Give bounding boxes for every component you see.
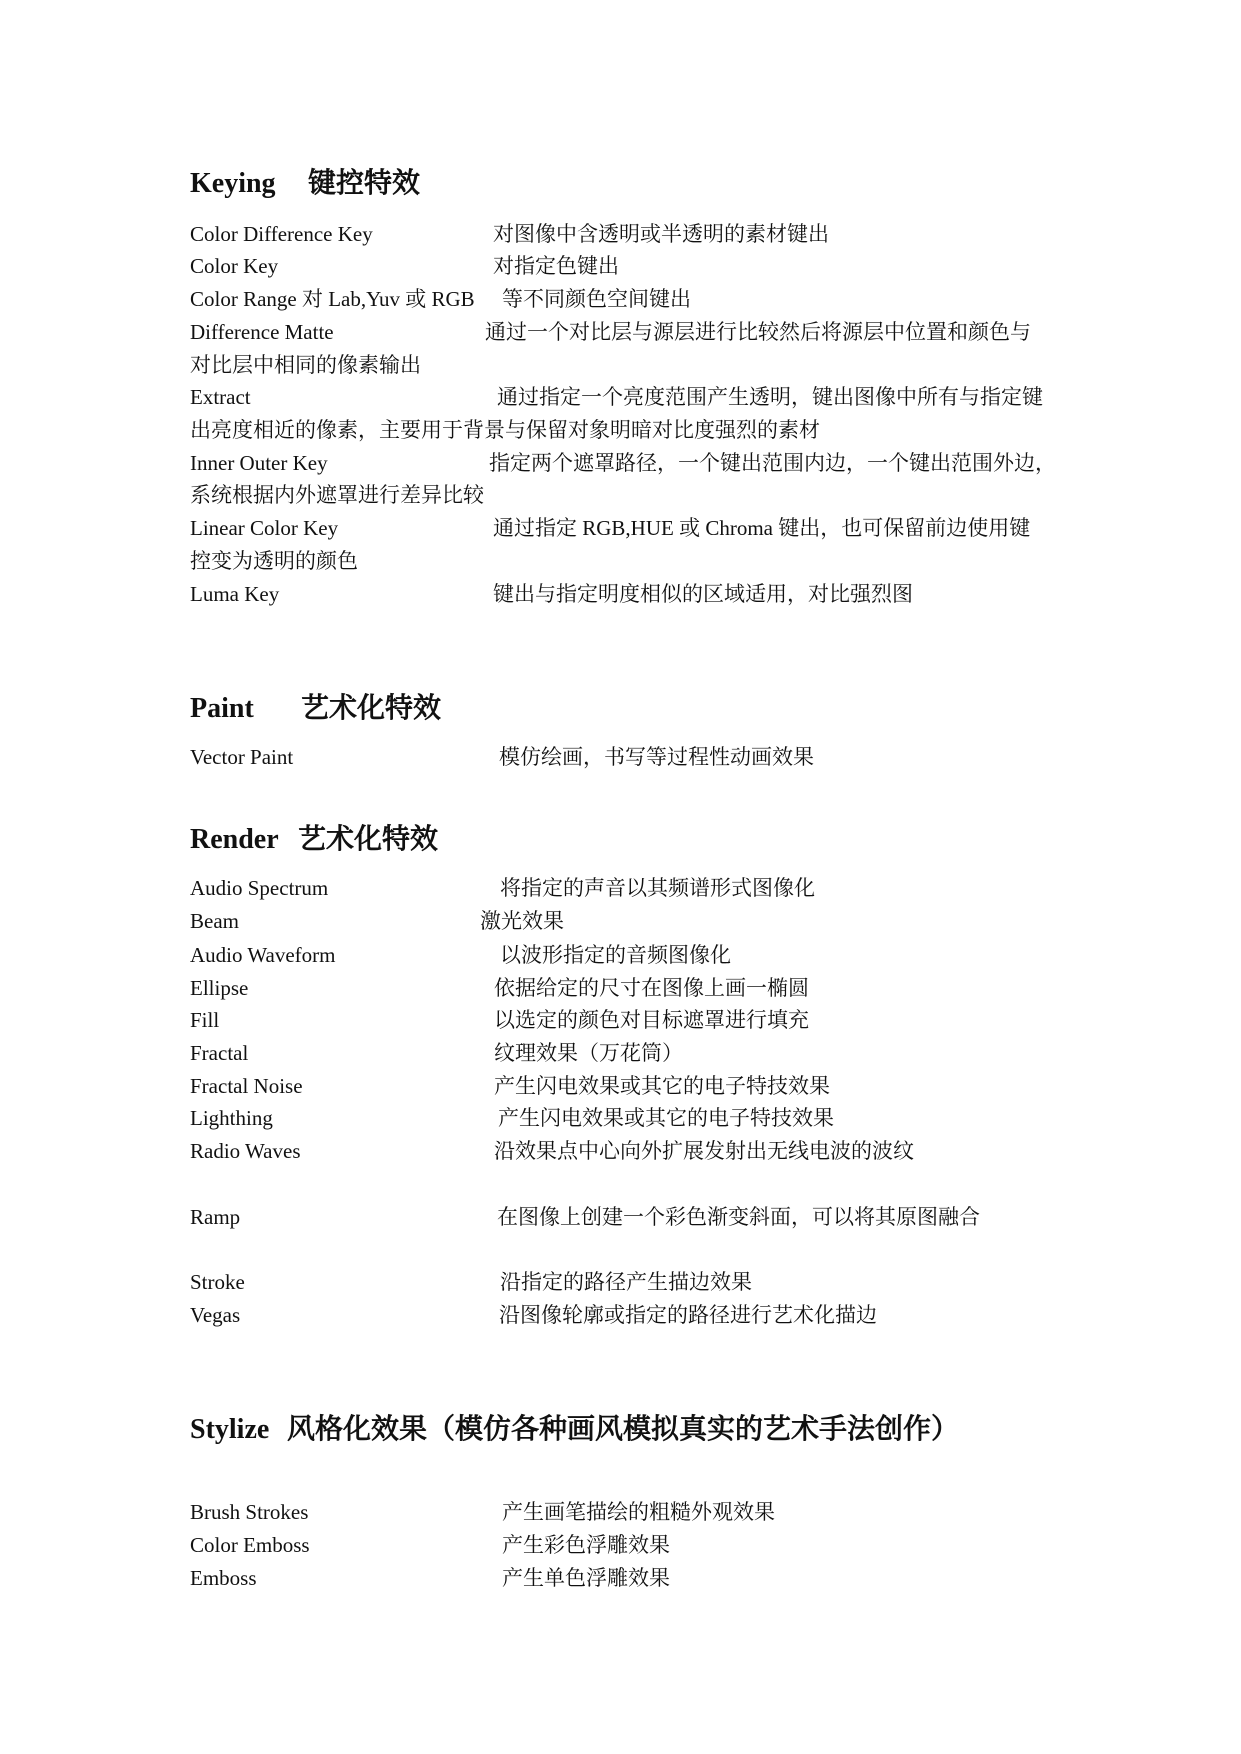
effect-description-continued-text: 系统根据内外遮罩进行差异比较 <box>190 483 484 507</box>
effect-name: Brush Strokes <box>190 1500 309 1524</box>
effect-description: 指定两个遮罩路径，一个键出范围内边，一个键出范围外边， <box>489 451 1056 475</box>
effect-name: Color Key <box>190 254 279 278</box>
effect-name: Color Emboss <box>190 1533 310 1557</box>
effect-name: Beam <box>190 909 239 933</box>
effect-description: 产生闪电效果或其它的电子特技效果 <box>494 1074 830 1098</box>
effect-description-continued <box>0 349 1241 382</box>
effect-name: Fractal <box>190 1041 249 1065</box>
effect-row <box>0 250 1241 283</box>
effect-row <box>0 218 1241 251</box>
effect-row <box>0 381 1241 414</box>
effect-row <box>0 1562 1241 1595</box>
effect-description: 沿指定的路径产生描边效果 <box>500 1270 752 1294</box>
effect-row <box>0 283 1241 316</box>
effect-description: 键出与指定明度相似的区域适用，对比强烈图 <box>493 582 913 606</box>
effect-description: 产生单色浮雕效果 <box>502 1566 670 1590</box>
effect-row <box>0 1299 1241 1332</box>
effect-row <box>0 1201 1241 1234</box>
effect-description: 对指定色键出 <box>493 254 619 278</box>
heading-chinese: 键控特效 <box>308 168 421 199</box>
effect-row <box>0 872 1241 905</box>
effect-description: 在图像上创建一个彩色渐变斜面，可以将其原图融合 <box>497 1205 980 1229</box>
effect-description-continued <box>0 414 1241 447</box>
effect-name: Lighthing <box>190 1106 273 1130</box>
effect-name: Linear Color Key <box>190 516 339 540</box>
effect-row <box>0 1102 1241 1135</box>
effect-row <box>0 316 1241 349</box>
section-heading-paint <box>0 689 1241 729</box>
effect-description-continued <box>0 545 1241 578</box>
effect-name: Audio Waveform <box>190 943 336 967</box>
effect-description: 激光效果 <box>480 909 564 933</box>
effect-name: Stroke <box>190 1270 245 1294</box>
effect-description: 通过指定 RGB,HUE 或 Chroma 键出，也可保留前边使用键 <box>493 516 1031 540</box>
effect-name: Luma Key <box>190 582 280 606</box>
effect-name: Radio Waves <box>190 1139 301 1163</box>
effect-description: 产生画笔描绘的粗糙外观效果 <box>502 1500 775 1524</box>
effect-description-continued <box>0 479 1241 512</box>
effect-row <box>0 1496 1241 1529</box>
section-heading-stylize <box>0 1410 1241 1450</box>
effect-name: Fractal Noise <box>190 1074 303 1098</box>
effect-name: Emboss <box>190 1566 257 1590</box>
heading-chinese: 艺术化特效 <box>298 824 439 855</box>
effect-row <box>0 512 1241 545</box>
effect-name: Color Range 对 Lab,Yuv 或 RGB <box>190 287 475 311</box>
effect-name: Difference Matte <box>190 320 334 344</box>
effect-description: 依据给定的尺寸在图像上画一椭圆 <box>494 976 809 1000</box>
effect-name: Vector Paint <box>190 745 294 769</box>
effect-description: 等不同颜色空间键出 <box>502 287 691 311</box>
effect-row <box>0 1004 1241 1037</box>
effect-description: 模仿绘画，书写等过程性动画效果 <box>499 745 814 769</box>
effect-row <box>0 1529 1241 1562</box>
heading-english: Render <box>190 824 279 855</box>
heading-chinese: 风格化效果（模仿各种画风模拟真实的艺术手法创作） <box>287 1414 960 1445</box>
effect-row <box>0 972 1241 1005</box>
heading-english: Keying <box>190 168 276 199</box>
effect-name: Extract <box>190 385 251 409</box>
effect-description-continued-text: 控变为透明的颜色 <box>190 549 358 573</box>
effect-name: Color Difference Key <box>190 222 373 246</box>
heading-chinese: 艺术化特效 <box>301 693 442 724</box>
effect-row <box>0 578 1241 611</box>
effect-description-continued-text: 对比层中相同的像素输出 <box>190 353 421 377</box>
effect-description: 以波形指定的音频图像化 <box>500 943 731 967</box>
effect-name: Audio Spectrum <box>190 876 329 900</box>
effect-row <box>0 447 1241 480</box>
effect-name: Ellipse <box>190 976 249 1000</box>
effect-row <box>0 905 1241 938</box>
effect-name: Vegas <box>190 1303 241 1327</box>
effect-description: 沿图像轮廓或指定的路径进行艺术化描边 <box>499 1303 877 1327</box>
effect-description: 通过指定一个亮度范围产生透明，键出图像中所有与指定键 <box>497 385 1043 409</box>
effect-row <box>0 741 1241 774</box>
effect-row <box>0 1070 1241 1103</box>
effect-description: 对图像中含透明或半透明的素材键出 <box>493 222 829 246</box>
section-heading-render <box>0 820 1241 860</box>
effect-description: 产生彩色浮雕效果 <box>502 1533 670 1557</box>
effect-name: Ramp <box>190 1205 241 1229</box>
heading-english: Stylize <box>190 1414 270 1445</box>
effect-description: 纹理效果（万花筒） <box>494 1041 683 1065</box>
effect-row <box>0 1266 1241 1299</box>
effect-description: 产生闪电效果或其它的电子特技效果 <box>498 1106 834 1130</box>
heading-english: Paint <box>190 693 254 724</box>
effect-name: Inner Outer Key <box>190 451 328 475</box>
effect-row <box>0 939 1241 972</box>
effect-description: 以选定的颜色对目标遮罩进行填充 <box>494 1008 809 1032</box>
effect-name: Fill <box>190 1008 220 1032</box>
effect-description: 沿效果点中心向外扩展发射出无线电波的波纹 <box>494 1139 914 1163</box>
effect-description: 将指定的声音以其频谱形式图像化 <box>500 876 815 900</box>
effect-row <box>0 1037 1241 1070</box>
section-heading-keying <box>0 164 1241 204</box>
effect-description: 通过一个对比层与源层进行比较然后将源层中位置和颜色与 <box>485 320 1031 344</box>
effect-row <box>0 1135 1241 1168</box>
effect-description-continued-text: 出亮度相近的像素，主要用于背景与保留对象明暗对比度强烈的素材 <box>190 418 820 442</box>
